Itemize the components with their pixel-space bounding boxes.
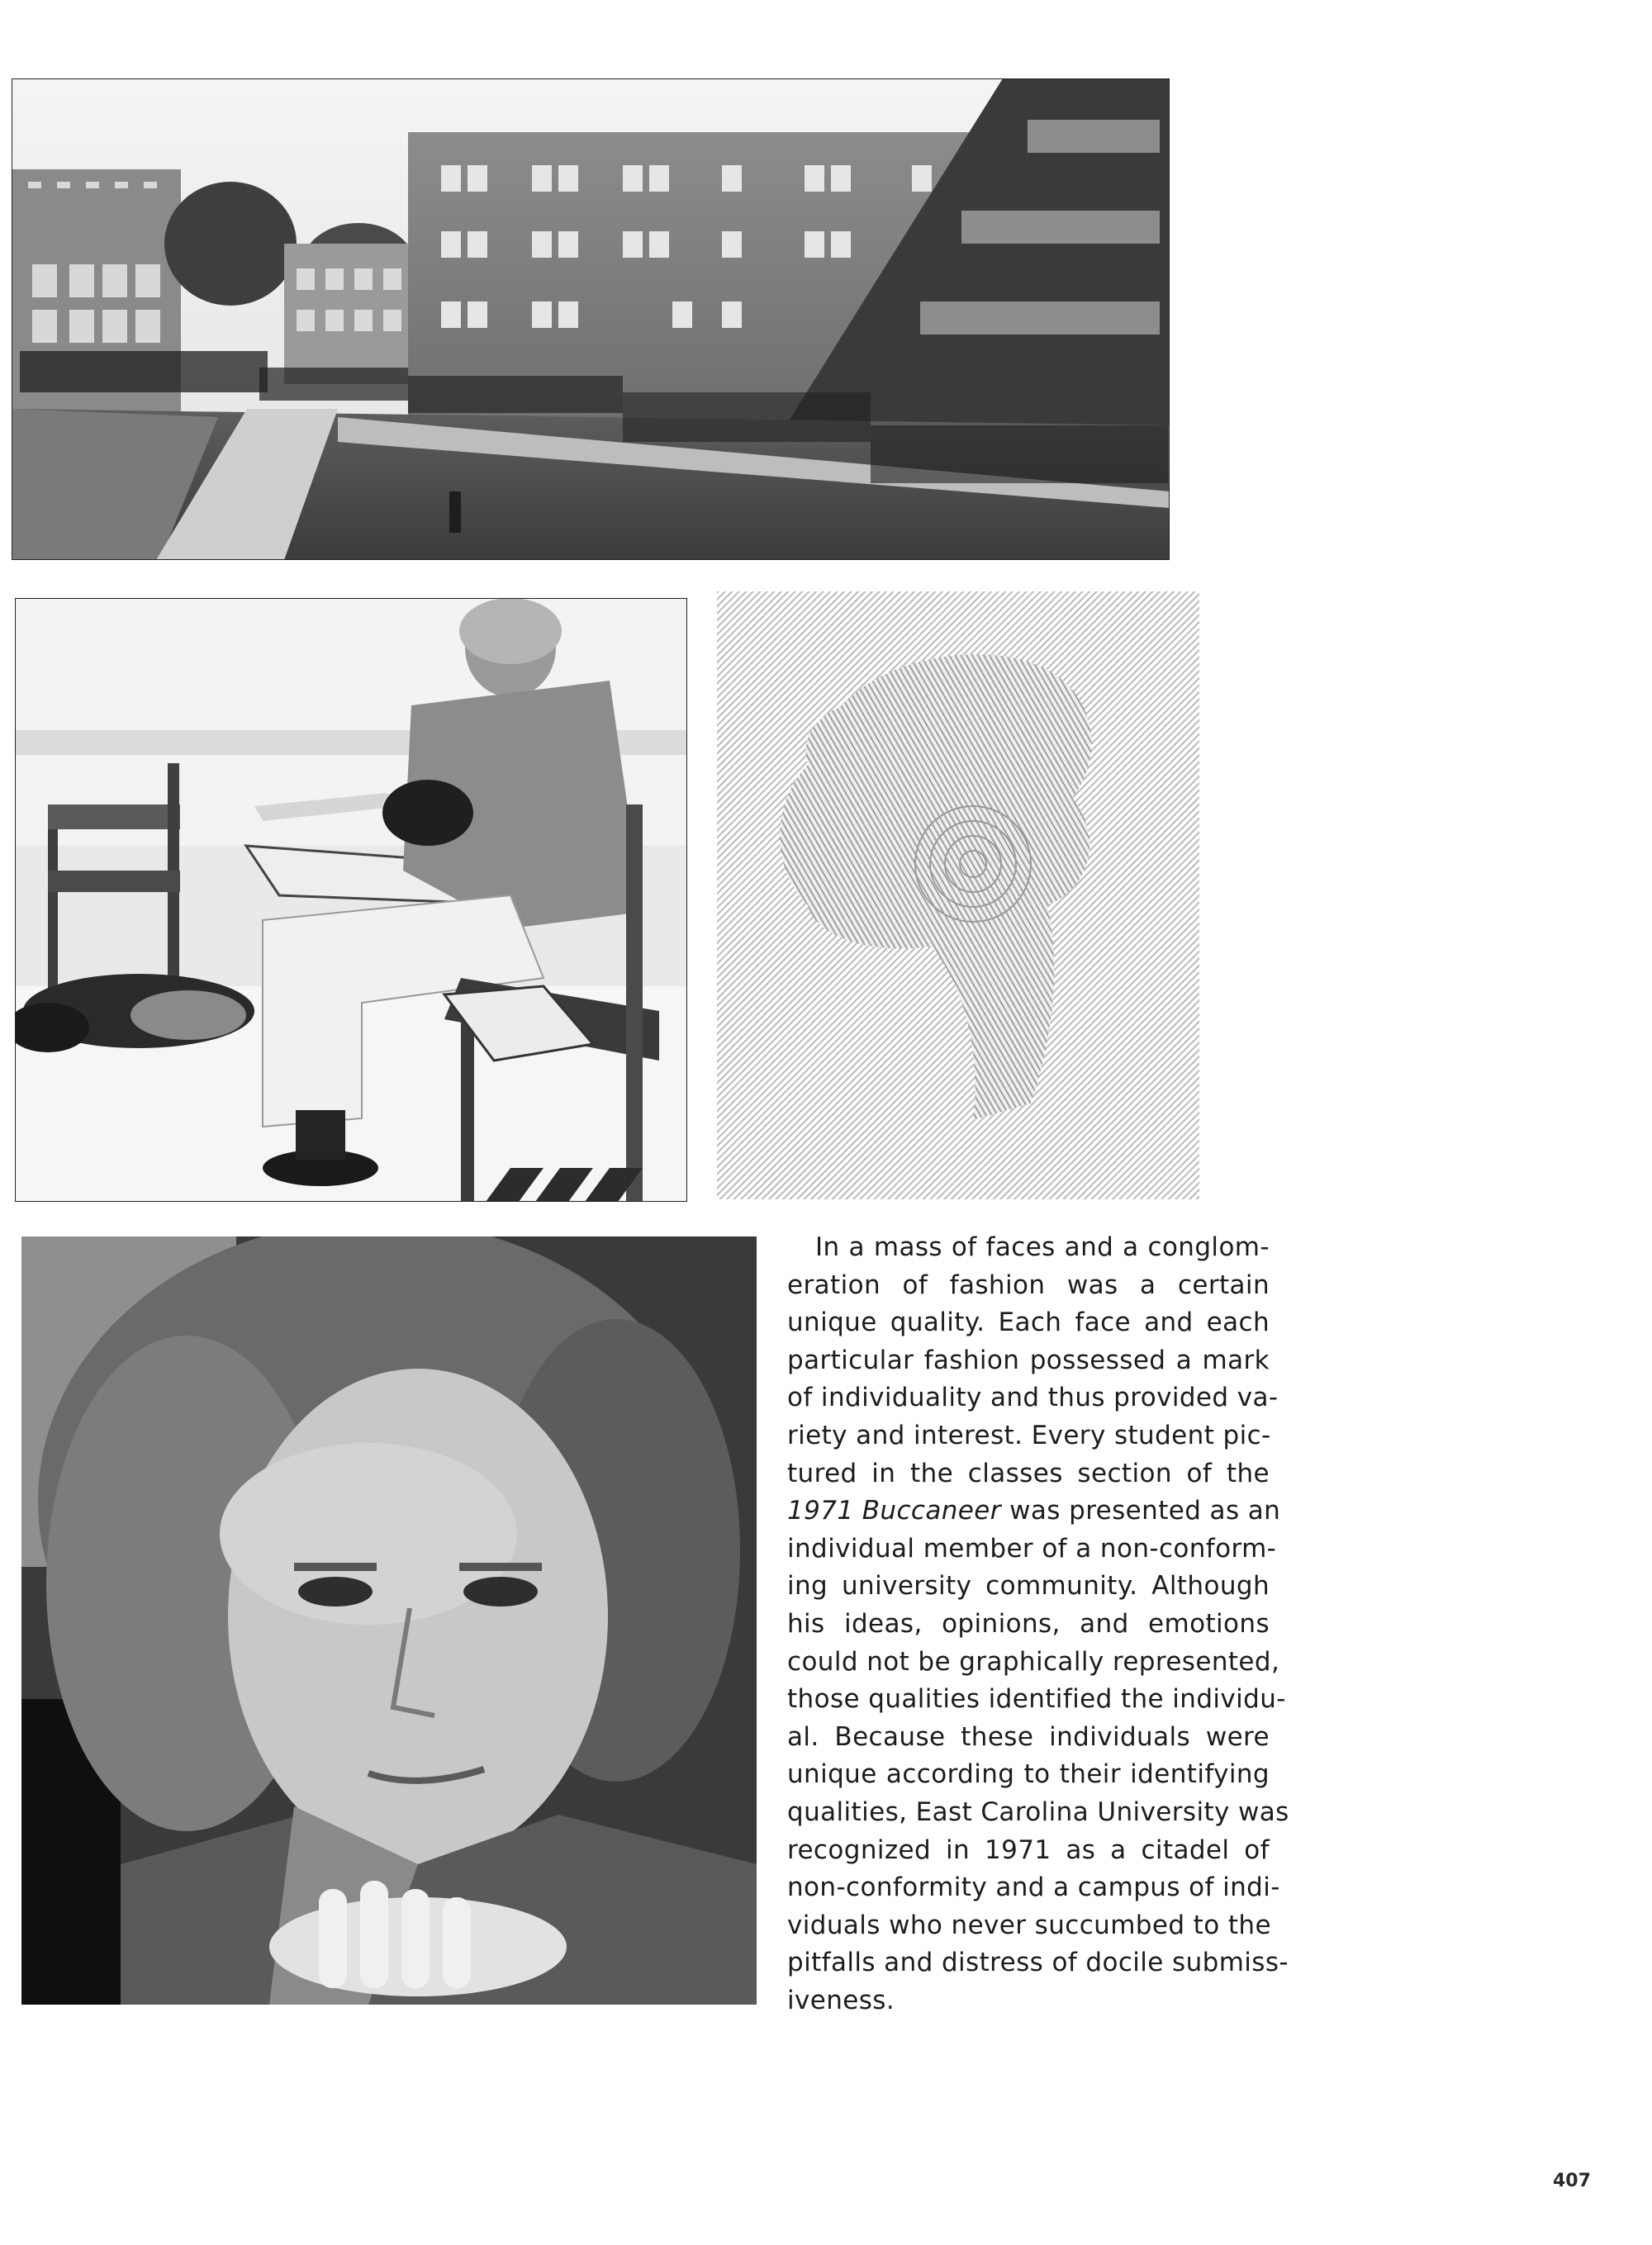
article-line: particular fashion possessed a mark	[787, 1345, 1270, 1375]
article-line: could not be graphically represented,	[787, 1646, 1280, 1677]
article-line: his ideas, opinions, and emotions	[787, 1608, 1270, 1639]
student-portrait-photo	[21, 1236, 757, 2005]
article-line: non-conformity and a campus of indi-	[787, 1872, 1280, 1903]
classroom-student-photo	[15, 598, 687, 1202]
article-body-text	[787, 1229, 1289, 2020]
article-line: qualities, East Carolina University was	[787, 1796, 1289, 1827]
article-line: those qualities identified the individu-	[787, 1684, 1286, 1715]
article-line-rest: was presented as an	[1009, 1496, 1281, 1526]
page-number: 407	[1553, 2171, 1591, 2191]
article-line: individual member of a non-conform-	[787, 1533, 1277, 1564]
article-line: unique quality. Each face and each	[787, 1308, 1270, 1338]
article-line: eration of fashion was a certain	[787, 1270, 1270, 1300]
article-line: tured in the classes section of the	[787, 1458, 1270, 1488]
article-line: riety and interest. Every student pic-	[787, 1420, 1271, 1450]
article-line: viduals who never succumbed to the	[787, 1910, 1271, 1940]
article-line-with-title	[787, 1493, 1281, 1531]
campus-crowd-photo	[12, 78, 1170, 560]
article-line: iveness.	[787, 1985, 895, 2015]
campus-crowd-image	[12, 78, 1170, 560]
portrait-image	[21, 1236, 757, 2005]
classroom-image	[15, 598, 687, 1202]
line-art-image	[717, 591, 1199, 1199]
article-line: of individuality and thus provided va-	[787, 1383, 1279, 1413]
article-line: unique according to their identifying	[787, 1759, 1270, 1790]
article-line: pitfalls and distress of docile submiss-	[787, 1948, 1289, 1978]
yearbook-title: 1971 Buccaneer	[787, 1496, 1001, 1526]
line-art-hand-illustration	[717, 591, 1199, 1199]
article-line: al. Because these individuals were	[787, 1721, 1270, 1752]
article-line: recognized in 1971 as a citadel of	[787, 1834, 1270, 1865]
article-line: In a mass of faces and a conglom-	[815, 1232, 1270, 1262]
article-line: ing university community. Although	[787, 1571, 1270, 1602]
